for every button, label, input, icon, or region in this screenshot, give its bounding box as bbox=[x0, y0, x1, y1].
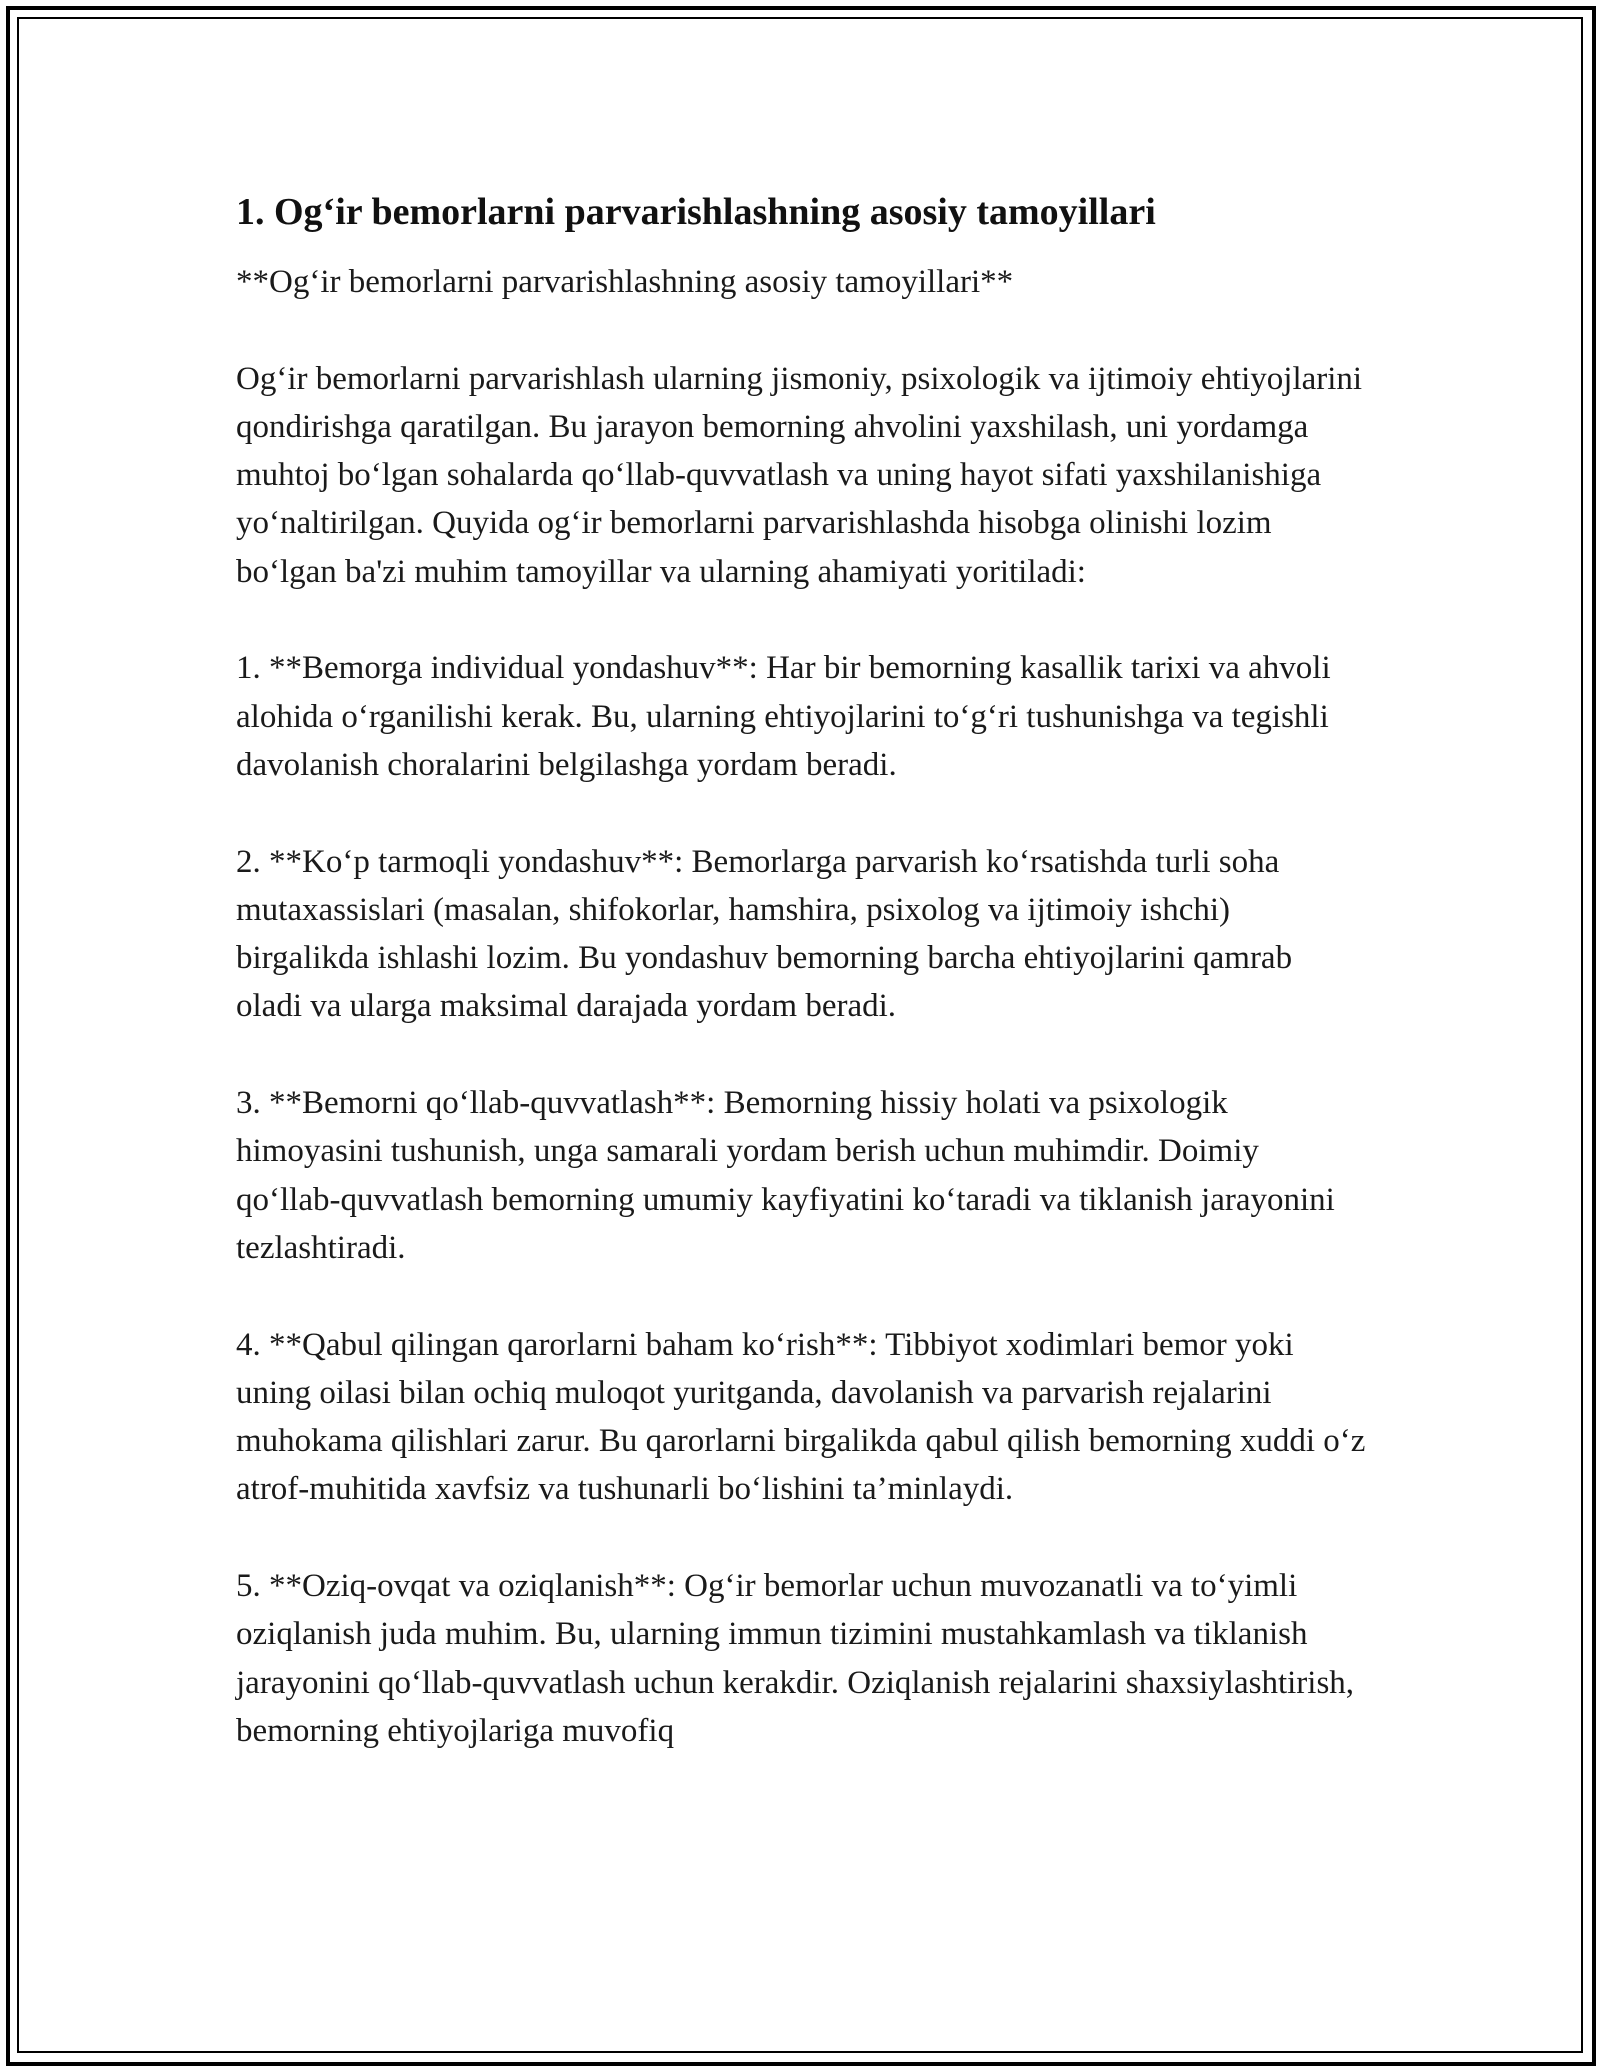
paragraph-subtitle: **Og‘ir bemorlarni parvarishlashning asosiy tamoyillari** bbox=[236, 264, 1014, 300]
paragraph-item-2: 2. **Ko‘p tarmoqli yondashuv**: Bemorlarga parvarish ko‘rsatishda turli soha mutaxassislari (masalan, shifokorlar, hamshira, psixolog va ijtimoiy ishchi) birgalikda ishlashi lozim. Bu yondashuv bemorning barcha ehtiyojlarini qamrab oladi va ularga maksimal darajada yordam beradi. bbox=[236, 843, 1293, 1025]
paragraph-intro: Og‘ir bemorlarni parvarishlash ularning jismoniy, psixologik va ijtimoiy ehtiyojlarini qondirishga qaratilgan. Bu jarayon bemorning ahvolini yaxshilash, uni yordamga muhtoj bo‘lgan sohalarda qo‘llab-quvvatlash va uning hayot sifati yaxshilanishiga yo‘naltirilgan. Quyida og‘ir bemorlarni parvarishlashda hisobga olinishi lozim bo‘lgan ba'zi muhim tamoyillar va ularning ahamiyati yoritiladi: bbox=[236, 360, 1363, 590]
section-heading: 1. Og‘ir bemorlarni parvarishlashning asosiy tamoyillari bbox=[236, 191, 1156, 233]
paragraph-item-4: 4. **Qabul qilingan qarorlarni baham ko‘rish**: Tibbiyot xodimlari bemor yoki uning oilasi bilan ochiq muloqot yuritganda, davolanish va parvarish rejalarini muhokama qilishlari zarur. Bu qarorlarni birgalikda qabul qilish bemorning xuddi o‘z atrof-muhitida xavfsiz va tushunarli bo‘lishini ta’minlaydi. bbox=[236, 1326, 1366, 1508]
paragraph-item-1: 1. **Bemorga individual yondashuv**: Har bir bemorning kasallik tarixi va ahvoli alohida o‘rganilishi kerak. Bu, ularning ehtiyojlarini to‘g‘ri tushunishga va tegishli davolanish choralarini belgilashga yordam beradi. bbox=[236, 650, 1331, 783]
document-body bbox=[236, 186, 1366, 1804]
paragraph-item-5: 5. **Oziq-ovqat va oziqlanish**: Og‘ir bemorlar uchun muvozanatli va to‘yimli oziqlanish juda muhim. Bu, ularning immun tizimini mustahkamlash va tiklanish jarayonini qo‘llab-quvvatlash uchun kerakdir. Oziqlanish rejalarini shaxsiylashtirish, bemorning ehtiyojlariga muvofiq bbox=[236, 1568, 1355, 1749]
paragraph-item-3: 3. **Bemorni qo‘llab-quvvatlash**: Bemorning hissiy holati va psixologik himoyasini tushunish, unga samarali yordam berish uchun muhimdir. Doimiy qo‘llab-quvvatlash bemorning umumiy kayfiyatini ko‘taradi va tiklanish jarayonini tezlashtiradi. bbox=[236, 1085, 1335, 1266]
